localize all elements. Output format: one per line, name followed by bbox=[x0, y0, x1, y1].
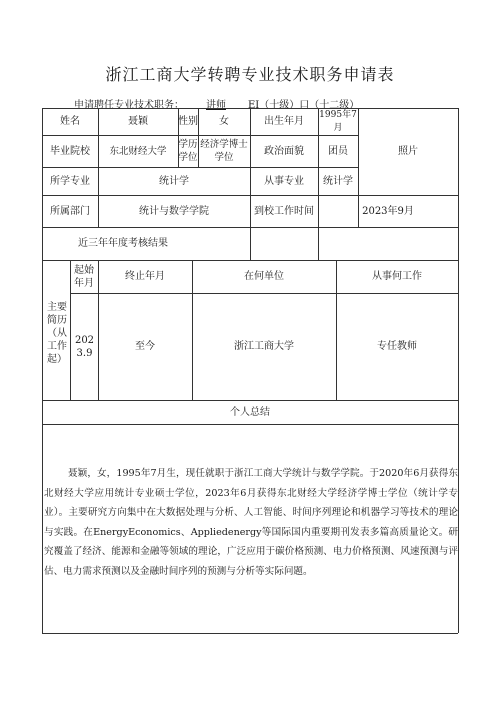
grade-options: EI（十级）口（十二级） bbox=[248, 100, 360, 111]
rule bbox=[42, 633, 458, 634]
name-value: 聂颖 bbox=[128, 116, 148, 127]
resume-end-header: 终止年月 bbox=[125, 271, 165, 282]
major-label: 所学专业 bbox=[50, 175, 90, 187]
birth-label: 出生年月 bbox=[264, 116, 304, 127]
form-title: 浙江工商大学转聘专业技术职务申请表 bbox=[105, 65, 395, 84]
school-label: 毕业院校 bbox=[50, 145, 90, 157]
resume-row-end: 至今 bbox=[135, 341, 155, 352]
birth-value: 1995年7月 bbox=[319, 109, 357, 133]
arrival-value: 2023年9月 bbox=[362, 205, 414, 217]
field-value: 统计学 bbox=[323, 175, 353, 187]
summary-label: 个人总结 bbox=[230, 406, 270, 418]
resume-job-header: 从事何工作 bbox=[372, 271, 422, 282]
dept-value: 统计与数学学院 bbox=[139, 205, 209, 217]
resume-side-label: 主要简历（从工作起） bbox=[47, 301, 67, 365]
assessment-label: 近三年年度考核结果 bbox=[78, 238, 168, 249]
rule bbox=[458, 108, 459, 633]
school-value: 东北财经大学 bbox=[109, 145, 167, 157]
gender-value: 女 bbox=[219, 116, 229, 127]
resume-start-header: 起始年月 bbox=[74, 264, 94, 289]
resume-unit-header: 在何单位 bbox=[244, 271, 284, 282]
resume-row-unit: 浙江工商大学 bbox=[234, 341, 294, 352]
application-table bbox=[42, 108, 458, 633]
resume-row-start: 2023.9 bbox=[74, 334, 95, 359]
degree-value: 经济学博士学位 bbox=[200, 139, 248, 163]
apply-position-label: 申请聘任专业技术职务： bbox=[74, 100, 184, 111]
major-value: 统计学 bbox=[159, 175, 189, 187]
photo-placeholder: 照片 bbox=[398, 146, 418, 157]
apply-position-value: 讲师 bbox=[206, 100, 226, 111]
summary-text: 聂颖，女，1995年7月生，现任就职于浙江工商大学统计与数学学院。于2020年6月获得东北财经大学应用统计专业硕士学位，2023年6月获得东北财经大学经济学博士学位（统计学专业）。主要研究方向集中在大数据处理与分析、人工智能、时间序列理论和机器学习等技术的理论与实践。在EnergyEconomics、Appliedenergy等国际国内重要期刊发表多篇高质量论文。研究覆盖了经济、能源和金融等领域的理论，广泛应用于碳价格预测、电力价格预测、风速预测与评估、电力需求预测以及金融时间序列的预测与分析等实际问题。 bbox=[44, 468, 458, 577]
degree-label: 学历学位 bbox=[178, 139, 198, 163]
name-label: 姓名 bbox=[60, 116, 80, 127]
gender-label: 性别 bbox=[178, 116, 198, 127]
rule bbox=[42, 424, 458, 425]
politics-label: 政治面貌 bbox=[264, 145, 304, 157]
politics-value: 团员 bbox=[328, 145, 348, 157]
field-label: 从事专业 bbox=[264, 175, 304, 187]
arrival-label: 到校工作时间 bbox=[254, 205, 314, 217]
dept-label: 所属部门 bbox=[50, 205, 90, 217]
resume-row-job: 专任教师 bbox=[377, 341, 417, 352]
